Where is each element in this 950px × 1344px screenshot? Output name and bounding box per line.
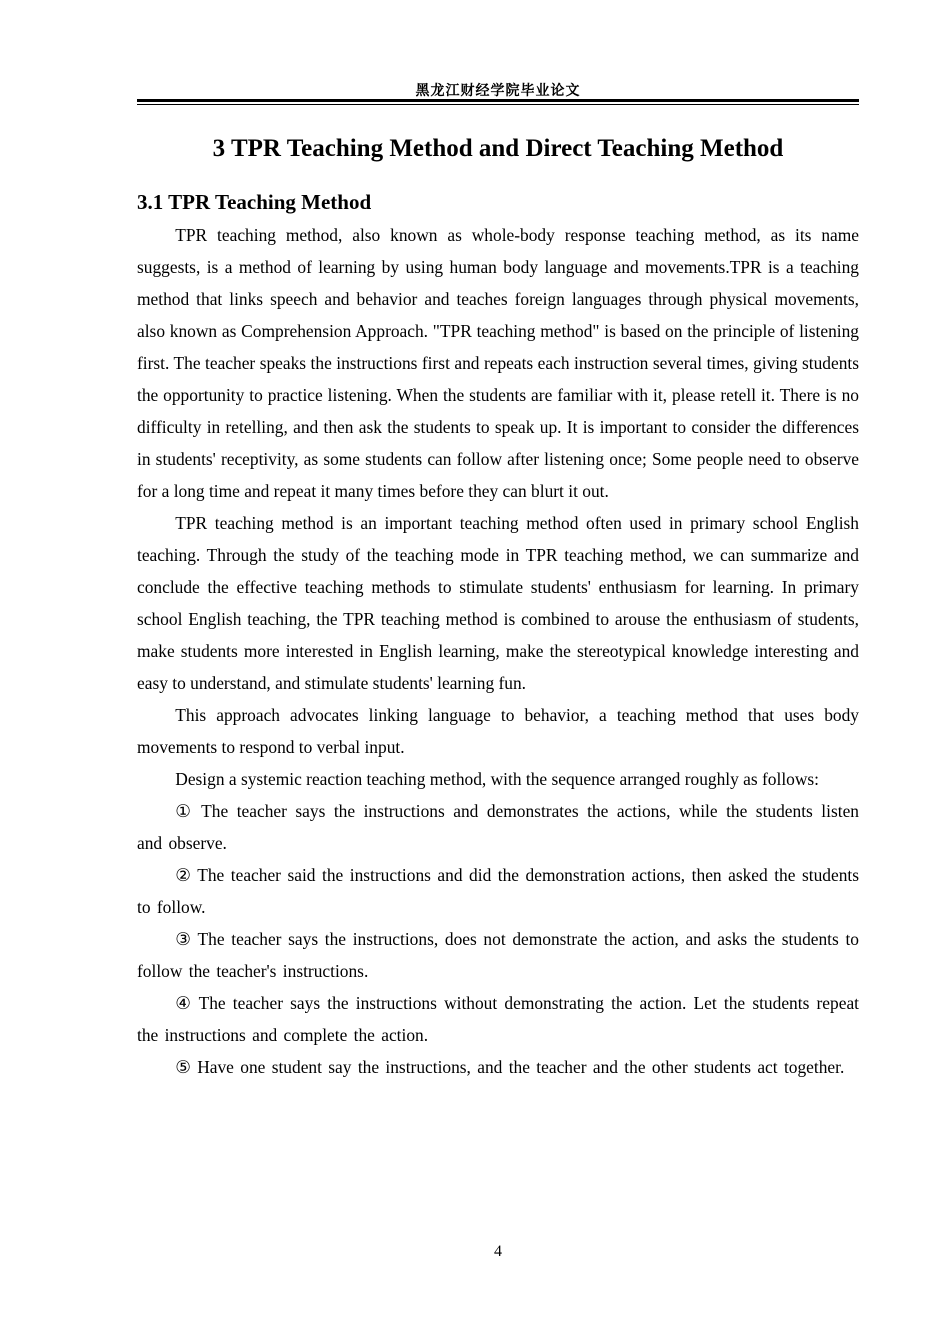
chapter-title: 3 TPR Teaching Method and Direct Teaching Method [212,135,784,162]
sequence-step: ① The teacher says the instructions and demonstrates the actions, while the students listen and observe. [137,801,859,853]
header-double-rule [137,99,859,105]
sequence-step: ② The teacher said the instructions and did the demonstration actions, then asked the students to follow. [137,865,859,917]
paper-page [137,0,859,1344]
body-text [137,219,859,1083]
section-title: 3.1 TPR Teaching Method [137,190,372,214]
sequence-step: ③ The teacher says the instructions, does not demonstrate the action, and asks the students to follow the teacher's instructions. [137,929,859,981]
paragraph: Design a systemic reaction teaching method, with the sequence arranged roughly as follows: [175,769,820,789]
page-number: 4 [494,1243,502,1260]
paragraph: TPR teaching method is an important teaching method often used in primary school English teaching. Through the study of the teaching mode in TPR teaching method, we can summarize and conclude the effective teaching methods to stimulate students' enthusiasm for learning. In primary school English teaching, the TPR teaching method is combined to arouse the enthusiasm of students, make students more interested in English learning, make the stereotypical knowledge interesting and easy to understand, and stimulate students' learning fun. [137,513,859,693]
paragraph: TPR teaching method, also known as whole-body response teaching method, as its name suggests, is a method of learning by using human body language and movements.TPR is a teaching method that links speech and behavior and teaches foreign languages through physical movements, also known as Comprehension Approach. "TPR teaching method" is based on the principle of listening first. The teacher speaks the instructions first and repeats each instruction several times, giving students the opportunity to practice listening. When the students are familiar with it, please retell it. There is no difficulty in retelling, and then ask the students to speak up. It is important to consider the differences in students' receptivity, as some students can follow after listening once; Some people need to observe for a long time and repeat it many times before they can blurt it out. [137,225,859,501]
paragraph: This approach advocates linking language to behavior, a teaching method that uses body movements to respond to verbal input. [137,705,859,757]
sequence-step: ⑤ Have one student say the instructions, and the teacher and the other students act together. [175,1057,845,1077]
running-header: 黑龙江财经学院毕业论文 [415,83,581,99]
sequence-step: ④ The teacher says the instructions without demonstrating the action. Let the students repeat the instructions and complete the action. [137,993,859,1045]
